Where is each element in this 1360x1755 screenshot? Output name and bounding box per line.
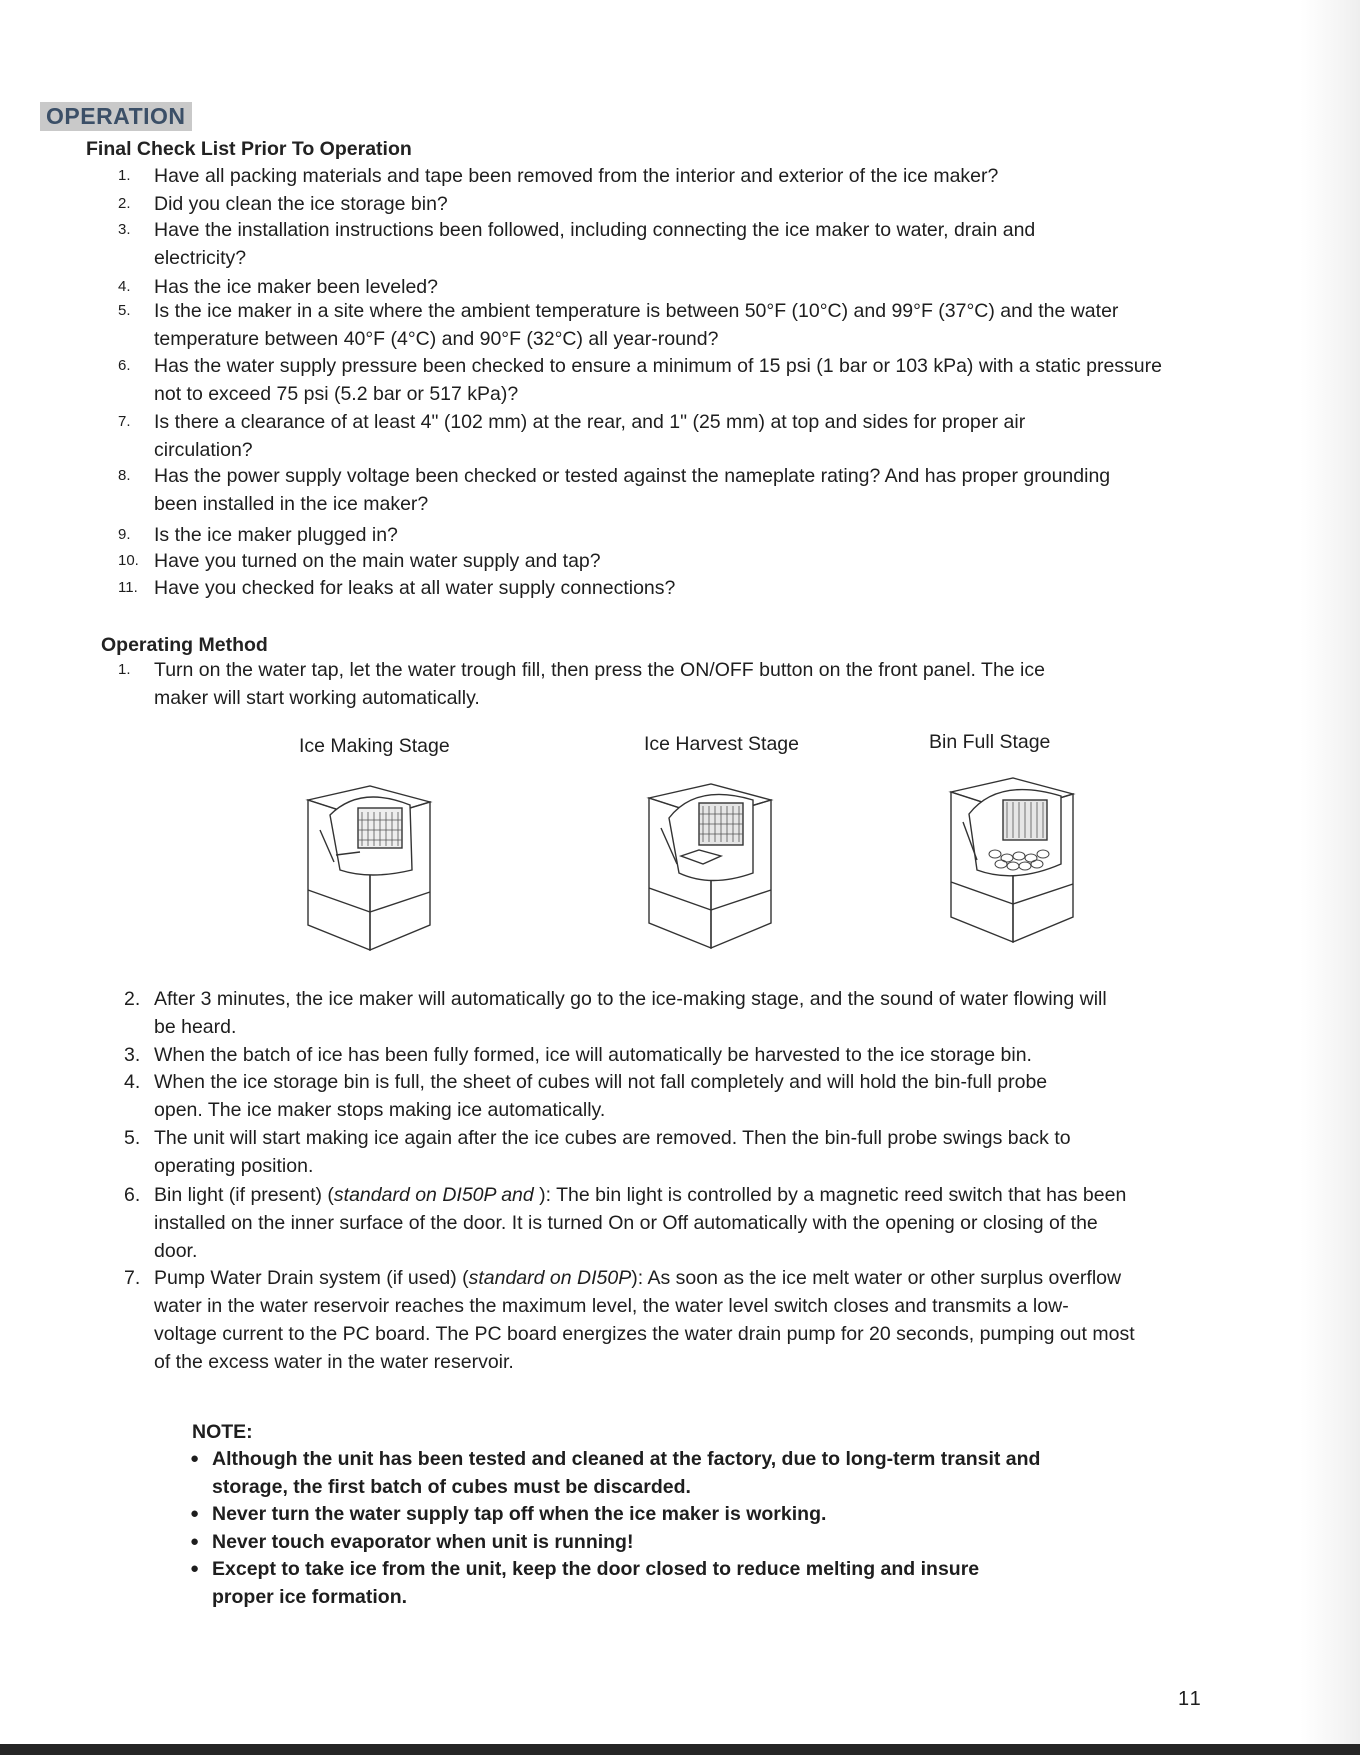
section-title: OPERATION: [40, 102, 192, 131]
page-number: 11: [1178, 1688, 1203, 1710]
scan-edge-shadow: [1300, 0, 1360, 1745]
stage-label-ice-making: Ice Making Stage: [299, 735, 450, 757]
document-page: OPERATION Final Check List Prior To Operation 1. Have all packing materials and tape been removed from the interior and exterior of the ice maker? 2. Did you clean the ice storage bin? 3. Have the installation instructions been followed, including connecting the ice maker to water, drain and electricity? 4. Has the ice maker been leveled? 5. Is the ice maker in a site where the ambient temperature is between 50°F (10°C) and 99°F (37°C) and the water temperature between 40°F (4°C) and 90°F (32°C) all year-round? 6. Has the water supply pressure been checked to ensure a minimum of 15 psi (1 bar or 103 kPa) with a static pressure not to exceed 75 psi (5.2 bar or 517 kPa)? 7. Is there a clearance of at least 4" (102 mm) at the rear, and 1" (25 mm) at top and sides for proper air circulation? 8. Has the power supply voltage been checked or tested against the nameplate rating? And has proper grounding been installed in the ice maker? 9. Is the ice maker plugged in? 10. Have you turned on the main water supply and tap? 11. Have you checked for leaks at all water supply connections? Operating Method 1. Turn on the water tap, let the water trough fill, then press the ON/OFF button on the front panel. The ice maker will start working automatically. Ice Making Stage Ice Harvest Stage Bin Full Stage 2. After 3 minutes, the ice maker will automatically go to the ice-making stage, and the sound of water flowing will be heard. 3. When the batch of ice has been fully formed, ice will automatically be harvested to the ice storage bin. 4. When the ice storage bin is full, the sheet of cubes will not fall completely and will hold the bin-full probe open. The ice maker stops making ice automatically. 5. The unit will start making ice again after the ice cubes are removed. Then the bin-full probe swings back to operating position. 6. Bin light (if present) (standard on DI50P and ): The bin light is controlled by a magnetic reed switch that has been installed on the inner surface of the door. It is turned On or Off automatically with the opening or closing of the door. 7. Pump Water Drain system (if used) (standard on DI50P): As soon as the ice melt water or other surplus overflow water in the water reservoir reaches the maximum level, the water level switch closes and transmits a low- voltage current to the PC board. The PC board energizes the water drain pump for 20 seconds, pumping out most of the excess water in the water reservoir. NOTE: ● Although the unit has been tested and cleaned at the factory, due to long-term transit and storage, the first batch of cubes must be discarded. ● Never turn the water supply tap off when the ice maker is working. ● Never touch evaporator when unit is running! ● Except to take ice from the unit, keep the door closed to reduce melting and insure proper ice formation. 11: [0, 0, 1360, 1755]
bin-full-stage-illustration: [943, 772, 1083, 967]
ice-harvest-stage-illustration: [641, 778, 781, 973]
stage-label-ice-harvest: Ice Harvest Stage: [644, 733, 799, 755]
bullet-icon: ●: [190, 1450, 200, 1467]
bullet-icon: ●: [190, 1505, 200, 1522]
ice-making-stage-illustration: [300, 780, 440, 975]
bullet-icon: ●: [190, 1560, 200, 1577]
bottom-border: [0, 1744, 1360, 1755]
stage-label-bin-full: Bin Full Stage: [929, 731, 1051, 753]
bullet-icon: ●: [190, 1533, 200, 1550]
operating-method-heading: Operating Method: [101, 634, 268, 656]
note-title: NOTE:: [192, 1421, 253, 1443]
final-check-heading: Final Check List Prior To Operation: [86, 138, 412, 160]
